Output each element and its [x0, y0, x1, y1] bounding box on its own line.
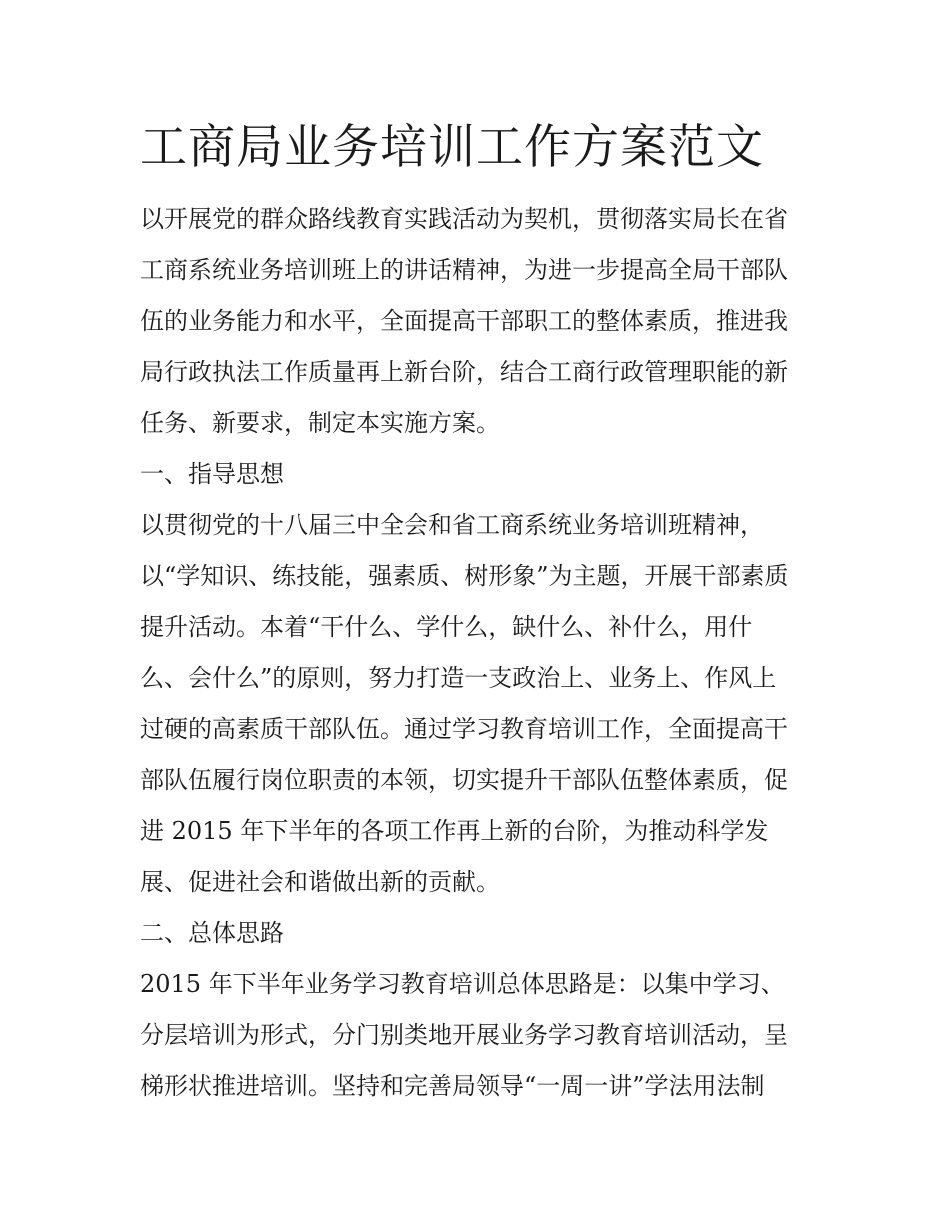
paragraph-line: 2015 年下半年业务学习教育培训总体思路是：以集中学习、	[140, 970, 785, 998]
section-heading-guiding-thought: 一、指导思想	[140, 460, 284, 488]
document-title: 工商局业务培训工作方案范文	[140, 120, 764, 175]
document-page	[140, 112, 820, 1112]
paragraph-line: 工商系统业务培训班上的讲话精神，为进一步提高全局干部队	[140, 256, 788, 284]
paragraph-line: 进 2015 年下半年的各项工作再上新的台阶，为推动科学发	[140, 817, 769, 845]
paragraph-line: 过硬的高素质干部队伍。通过学习教育培训工作，全面提高干	[140, 715, 788, 743]
section-heading-overall-approach: 二、总体思路	[140, 919, 284, 947]
paragraph-line: 局行政执法工作质量再上新台阶，结合工商行政管理职能的新	[140, 358, 788, 386]
paragraph-line: 部队伍履行岗位职责的本领，切实提升干部队伍整体素质，促	[140, 766, 788, 794]
paragraph-line: 么、会什么”的原则，努力打造一支政治上、业务上、作风上	[140, 664, 777, 692]
paragraph-line: 任务、新要求，制定本实施方案。	[140, 409, 500, 437]
paragraph-line: 伍的业务能力和水平，全面提高干部职工的整体素质，推进我	[140, 307, 788, 335]
paragraph-line: 展、促进社会和谐做出新的贡献。	[140, 868, 500, 896]
paragraph-line: 以贯彻党的十八届三中全会和省工商系统业务培训班精神，	[140, 511, 764, 539]
paragraph-line: 以“学知识、练技能，强素质、树形象”为主题，开展干部素质	[140, 562, 789, 590]
paragraph-line: 以开展党的群众路线教育实践活动为契机，贯彻落实局长在省	[140, 205, 788, 233]
paragraph-line: 提升活动。本着“干什么、学什么，缺什么、补什么，用什	[140, 613, 753, 641]
paragraph-line: 梯形状推进培训。坚持和完善局领导“一周一讲”学法用法制	[140, 1072, 765, 1100]
paragraph-line: 分层培训为形式，分门别类地开展业务学习教育培训活动，呈	[140, 1021, 788, 1049]
